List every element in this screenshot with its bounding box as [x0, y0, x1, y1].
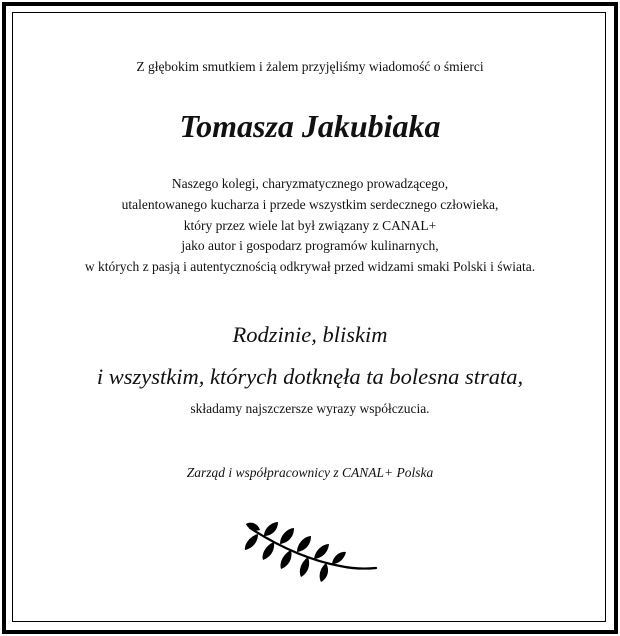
condolence-heading-line: Rodzinie, bliskim	[232, 322, 388, 347]
tribute-paragraph	[16, 174, 604, 278]
deceased-name: Tomasza Jakubiaka	[179, 108, 441, 144]
condolences-text: składamy najszczersze wyrazy współczucia.	[190, 401, 430, 416]
tribute-line: który przez wiele lat był związany z CANAL+	[183, 217, 437, 233]
tribute-line: w których z pasją i autentycznością odkrywał przed widzami smaki Polski i świata.	[84, 259, 536, 275]
intro-text: Z głębokim smutkiem i żalem przyjęliśmy wiadomość o śmierci	[136, 59, 484, 74]
tribute-line: Naszego kolegi, charyzmatycznego prowadzącego,	[171, 176, 449, 191]
signature: Zarząd i współpracownicy z CANAL+ Polska	[186, 465, 434, 480]
tribute-line: utalentowanego kucharza i przede wszystkim serdecznego człowieka,	[121, 196, 499, 212]
olive-branch-icon	[244, 520, 378, 590]
tribute-line: jako autor i gospodarz programów kulinarnych,	[181, 238, 439, 254]
condolence-heading-line: i wszystkim, których dotknęła ta bolesna strata,	[96, 364, 524, 389]
obituary-card	[16, 16, 604, 620]
